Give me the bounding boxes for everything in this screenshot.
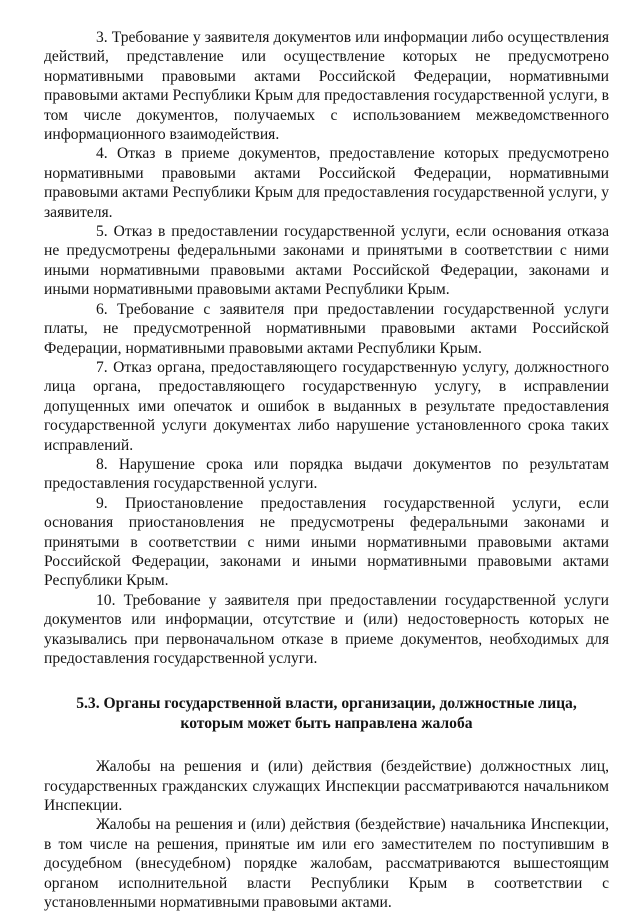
list-item-10: 10. Требование у заявителя при предоставлении государственной услуги документов или информации, отсутствие и (или) недостоверность которых не указывались при первоначальном отказе в приеме документов, необходимых для предоставления государственной услуги. [44, 591, 609, 667]
body-paragraph-1: Жалобы на решения и (или) действия (бездействие) должностных лиц, государственных гражданских служащих Инспекции рассматриваются начальником Инспекции. [44, 758, 609, 815]
section-heading-line-1: 5.3. Органы государственной власти, организации, должностные лица, [76, 695, 577, 713]
list-item-5: 5. Отказ в предоставлении государственной услуги, если основания отказа не предусмотрены федеральными законами и принятыми в соответствии с ними иными нормативными правовыми актами Российской Федерации, законами и иными нормативными правовыми актами Республики Крым. [44, 223, 609, 299]
list-item-7: 7. Отказ органа, предоставляющего государственную услугу, должностного лица органа, предоставляющего государственную услугу, в исправлении допущенных ими опечаток и ошибок в выданных в результате предоставления государственной услуги документах либо нарушение установленного срока таких исправлений. [44, 358, 609, 454]
section-heading [44, 694, 609, 733]
section-heading-line-2: которым может быть направлена жалоба [180, 714, 473, 732]
body-paragraph-2: Жалобы на решения и (или) действия (бездействие) начальника Инспекции, в том числе на решения, принятые им или его заместителем по поступившим в досудебном (внесудебном) порядке жалобам, рассматриваются вышестоящим органом исполнительной власти Республики Крым в соответствии с установленными нормативными правовыми актами. [44, 816, 609, 912]
list-item-4: 4. Отказ в приеме документов, предоставление которых предусмотрено нормативными правовыми актами Российской Федерации, нормативными правовыми актами Республики Крым для предоставления государственной услуги, у заявителя. [44, 145, 609, 221]
list-item-8: 8. Нарушение срока или порядка выдачи документов по результатам предоставления государственной услуги. [44, 455, 609, 493]
list-item-6: 6. Требование с заявителя при предоставлении государственной услуги платы, не предусмотренной нормативными правовыми актами Российской Федерации, нормативными правовыми актами Республики Крым. [44, 300, 609, 357]
list-item-9: 9. Приостановление предоставления государственной услуги, если основания приостановления не предусмотрены федеральными законами и принятыми в соответствии с ними иными нормативными правовыми актами Российской Федерации, законами и иными нормативными правовыми актами Республики Крым. [44, 494, 609, 590]
document-page [44, 28, 609, 912]
list-item-3: 3. Требование у заявителя документов или информации либо осуществления действий, представление или осуществление которых не предусмотрено нормативными правовыми актами Российской Федерации, нормативными правовыми актами Республики Крым для предоставления государственной услуги, в том числе документов, получаемых с использованием межведомственного информационного взаимодействия. [44, 29, 609, 144]
